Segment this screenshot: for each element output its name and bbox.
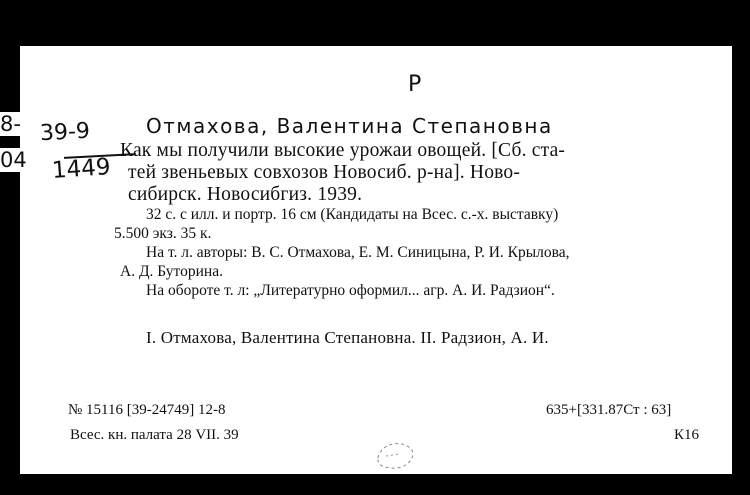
tracings: I. Отмахова, Валентина Степановна. II. Радзион, А. И. (146, 328, 549, 347)
title-line-1: Как мы получили высокие урожаи овощей. [Сб. ста- (120, 140, 566, 161)
description-line-4: А. Д. Буторина. (120, 263, 223, 280)
footer-index: К16 (674, 427, 700, 443)
title-line-3: сибирск. Новосибгиз. 1939. (128, 184, 363, 205)
margin-mark-1: 8- (0, 112, 21, 136)
footer-chamber: Всес. кн. палата 28 VII. 39 (70, 427, 239, 443)
shelfmark-top: 39-9 (39, 118, 91, 147)
description-line-2: 5.500 экз. 35 к. (114, 225, 212, 242)
shelfmark-bottom: 1449 (51, 153, 112, 185)
description-line-1: 32 с. с илл. и портр. 16 см (Кандидаты на Всес. с.-х. выставку) (146, 206, 559, 223)
scan-border (0, 0, 20, 495)
description-line-3: На т. л. авторы: В. С. Отмахова, Е. М. Синицына, Р. И. Крылова, (146, 244, 570, 261)
margin-mark-2: 04 (0, 148, 27, 172)
footer-number: № 15116 [39-24749] 12-8 (68, 402, 226, 418)
top-handwritten-mark: P (408, 72, 422, 97)
description-line-5: На обороте т. л: „Литературно оформил... агр. А. И. Радзион“. (146, 282, 555, 299)
catalog-card (20, 46, 732, 474)
title-line-2: тей звеньевых совхозов Новосиб. р-на]. Ново- (128, 162, 521, 183)
footer-classification: 635+[331.87Ст : 63] (546, 402, 672, 418)
author-heading: Отмахова, Валентина Степановна (146, 114, 553, 138)
faded-stamp (372, 436, 418, 474)
